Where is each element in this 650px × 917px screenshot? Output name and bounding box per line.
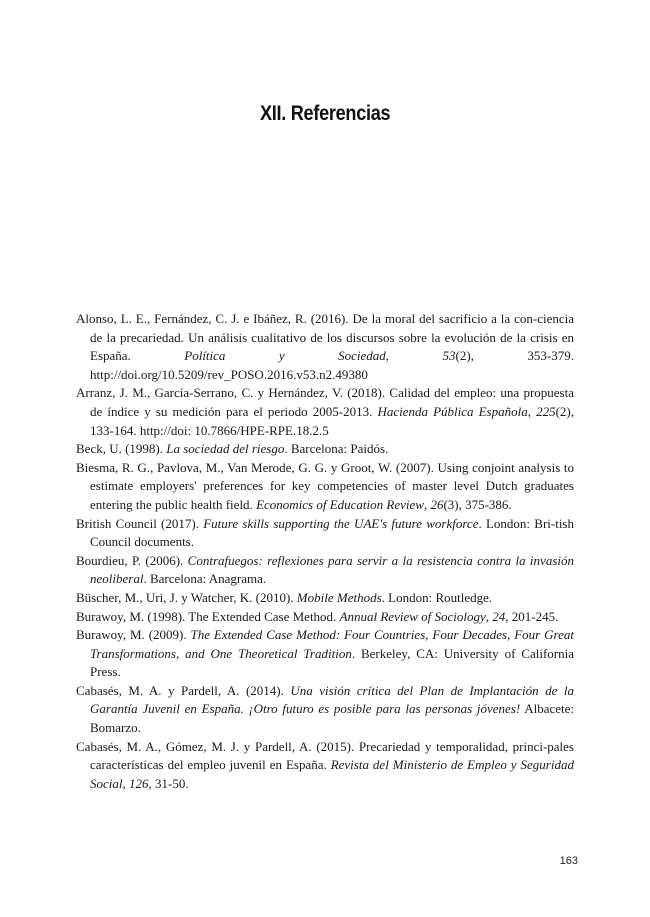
reference-entry — [76, 310, 574, 384]
reference-text: , — [122, 775, 129, 791]
reference-italic-text: 53 — [442, 348, 456, 364]
reference-entry — [76, 515, 574, 552]
reference-entry — [76, 459, 574, 515]
reference-text: , — [423, 496, 431, 512]
reference-italic-text: Future skills supporting the UAE's future workforce — [203, 515, 479, 531]
reference-text: (2), 133-164. http://doi: 10.7866/HPE-RPE.18.2.5 — [90, 403, 575, 438]
reference-text: Albacete: Bomarzo. — [90, 701, 575, 736]
reference-text: , — [527, 403, 537, 419]
reference-italic-text: Hacienda Pública Española — [377, 403, 528, 419]
reference-italic-text: Revista del Ministerio de Empleo y Seguridad Social — [90, 757, 574, 791]
reference-text: , 31-50. — [148, 775, 189, 791]
reference-text: , — [385, 348, 443, 364]
reference-entry — [76, 589, 574, 608]
reference-text: Alonso, L. E., Fernández, C. J. e Ibáñez, R. (2016). De la moral del sacrificio a la con-ciencia de la precariedad. Un análisis cualitativo de los discursos sobre la evolución de la crisis en España. — [76, 311, 574, 364]
reference-text: . London: Routledge. — [381, 589, 493, 605]
reference-text: Cabasés, M. A., Gómez, M. J. y Pardell, A. (2015). Precariedad y temporalidad, princi-pales características del empleo juvenil en España. — [76, 738, 574, 773]
reference-text: Burawoy, M. (2009). — [76, 627, 191, 643]
reference-italic-text: Contrafuegos: reflexiones para servir a la resistencia contra la invasión neoliberal — [90, 552, 574, 587]
reference-italic-text: Política y Sociedad — [184, 348, 386, 364]
reference-italic-text: Una visión crítica del Plan de Implantación de la Garantía Juvenil en España. ¡Otro futuro es posible para las personas jóvenes! — [90, 682, 574, 717]
reference-italic-text: 126 — [129, 775, 149, 791]
reference-text: British Council (2017). — [76, 515, 204, 531]
page-number: 163 — [559, 855, 578, 867]
reference-text: , 201-245. — [505, 608, 559, 624]
reference-text: Büscher, M., Uri, J. y Watcher, K. (2010). — [76, 589, 297, 605]
reference-entry — [76, 608, 574, 627]
page-title: XII. Referencias — [259, 102, 391, 126]
reference-text: Biesma, R. G., Pavlova, M., Van Merode, G. G. y Groot, W. (2007). Using conjoint analysis to estimate employers' preferences for key competencies of master level Dutch graduates entering the public health field. — [76, 459, 574, 512]
reference-text: (3), 375-386. — [443, 496, 512, 512]
reference-text: , — [485, 608, 493, 624]
reference-italic-text: Economics of Education Review — [256, 496, 424, 512]
reference-text: Cabasés, M. A. y Pardell, A. (2014). — [76, 682, 291, 698]
reference-text: (2), 353-379. http://doi.org/10.5209/rev_POSO.2016.v53.n2.49380 — [90, 348, 574, 382]
reference-text: Burawoy, M. (1998). The Extended Case Method. — [76, 608, 340, 624]
reference-text: Arranz, J. M., García-Serrano, C. y Hernández, V. (2018). Calidad del empleo: una propuesta de índice y su medición para el periodo 2005-2013. — [76, 385, 574, 419]
reference-text: . Barcelona: Anagrama. — [143, 571, 267, 587]
reference-text: Bourdieu, P. (2006). — [76, 552, 188, 568]
reference-italic-text: Mobile Methods — [296, 589, 382, 605]
reference-entry — [76, 440, 574, 459]
reference-list — [76, 310, 574, 793]
reference-entry — [76, 626, 574, 682]
reference-italic-text: 26 — [430, 496, 444, 512]
reference-italic-text: Annual Review of Sociology — [339, 608, 486, 624]
reference-entry — [76, 384, 574, 440]
reference-text: . Berkeley, CA: University of California Press. — [90, 645, 574, 680]
reference-italic-text: 24 — [492, 608, 506, 624]
reference-entry — [76, 552, 574, 589]
reference-text: . Barcelona: Paidós. — [284, 441, 389, 457]
reference-italic-text: La sociedad del riesgo — [166, 441, 285, 457]
reference-text: Beck, U. (1998). — [76, 441, 167, 457]
reference-entry — [76, 682, 574, 738]
reference-entry — [76, 738, 574, 794]
reference-italic-text: The Extended Case Method: Four Countries, Four Decades, Four Great Transformations, and One Theoretical Tradition — [90, 627, 574, 661]
reference-italic-text: 225 — [536, 403, 556, 419]
reference-text: . London: Bri-tish Council documents. — [90, 515, 574, 550]
